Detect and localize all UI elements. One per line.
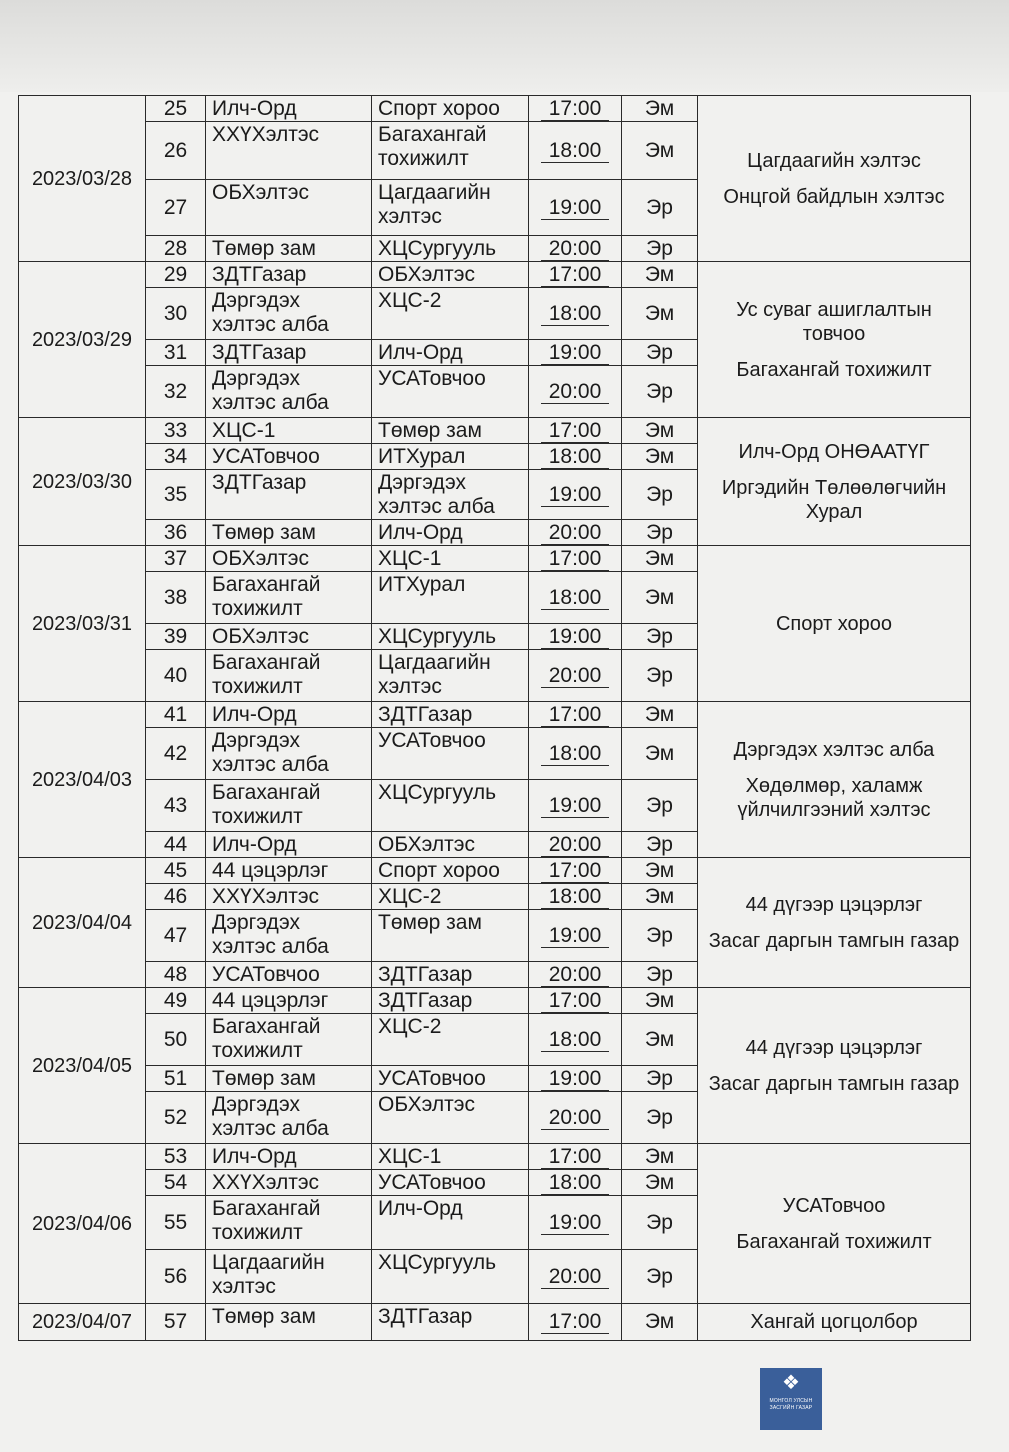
venue-cell	[698, 546, 971, 702]
match-time-cell	[529, 884, 622, 910]
match-time: 20:00	[541, 833, 610, 857]
match-time: 17:00	[541, 419, 610, 443]
match-number: 30	[146, 288, 206, 340]
match-time-cell	[529, 650, 622, 702]
match-time: 19:00	[541, 196, 610, 220]
match-number: 27	[146, 180, 206, 236]
seal-text: МОНГОЛ УЛСЫН ЗАСГИЙН ГАЗАР	[769, 1398, 813, 1411]
team-two: Илч-Орд	[372, 1196, 529, 1250]
match-gender: Эр	[622, 624, 698, 650]
match-gender: Эм	[622, 1144, 698, 1170]
team-one: ОБХэлтэс	[206, 624, 372, 650]
schedule-body	[19, 96, 971, 1341]
match-time: 18:00	[541, 445, 610, 469]
team-one: ХЦС-1	[206, 418, 372, 444]
match-gender: Эм	[622, 546, 698, 572]
match-time: 17:00	[541, 989, 610, 1013]
venue-name: Багахангай тохижилт	[736, 1230, 932, 1253]
team-one: Багахангай тохижилт	[206, 1196, 372, 1250]
match-time: 18:00	[541, 742, 610, 766]
team-one: Дэргэдэх хэлтэс алба	[206, 728, 372, 780]
match-number: 33	[146, 418, 206, 444]
team-two: УСАТовчоо	[372, 1170, 529, 1196]
venue-name: Багахангай тохижилт	[736, 358, 932, 381]
match-time: 20:00	[541, 521, 610, 545]
match-time: 18:00	[541, 885, 610, 909]
team-one: Багахангай тохижилт	[206, 650, 372, 702]
match-time: 17:00	[541, 703, 610, 727]
match-number: 50	[146, 1014, 206, 1066]
match-gender: Эм	[622, 572, 698, 624]
team-two: ХЦСургууль	[372, 624, 529, 650]
team-two: Дэргэдэх хэлтэс алба	[372, 470, 529, 520]
venue-cell	[698, 418, 971, 546]
team-one: Багахангай тохижилт	[206, 1014, 372, 1066]
match-gender: Эр	[622, 832, 698, 858]
match-number: 48	[146, 962, 206, 988]
team-one: Дэргэдэх хэлтэс алба	[206, 910, 372, 962]
page-top-shadow	[0, 0, 1009, 92]
team-one: ОБХэлтэс	[206, 180, 372, 236]
table-row	[19, 546, 971, 572]
match-time-cell	[529, 832, 622, 858]
venue-name: 44 дүгээр цэцэрлэг	[745, 893, 923, 916]
match-gender: Эр	[622, 1196, 698, 1250]
match-time-cell	[529, 546, 622, 572]
team-two: Спорт хороо	[372, 858, 529, 884]
table-row	[19, 96, 971, 122]
soyombo-emblem-icon: ❖	[782, 1372, 800, 1394]
venue-name: 44 дүгээр цэцэрлэг	[745, 1036, 923, 1059]
team-one: Илч-Орд	[206, 96, 372, 122]
match-gender: Эм	[622, 858, 698, 884]
match-number: 56	[146, 1250, 206, 1304]
match-gender: Эм	[622, 702, 698, 728]
match-gender: Эр	[622, 780, 698, 832]
match-gender: Эм	[622, 418, 698, 444]
match-time-cell	[529, 1092, 622, 1144]
team-one: ОБХэлтэс	[206, 546, 372, 572]
team-two: УСАТовчоо	[372, 1066, 529, 1092]
match-time-cell	[529, 288, 622, 340]
venue-name: Спорт хороо	[775, 612, 893, 635]
match-number: 44	[146, 832, 206, 858]
match-time-cell	[529, 1066, 622, 1092]
match-time-cell	[529, 418, 622, 444]
match-number: 38	[146, 572, 206, 624]
match-schedule-table	[18, 95, 971, 1341]
team-one: 44 цэцэрлэг	[206, 858, 372, 884]
match-date: 2023/04/07	[19, 1304, 146, 1341]
match-gender: Эм	[622, 988, 698, 1014]
team-two: ХЦС-2	[372, 884, 529, 910]
match-gender: Эр	[622, 340, 698, 366]
match-number: 52	[146, 1092, 206, 1144]
match-time: 17:00	[541, 1145, 610, 1169]
match-time-cell	[529, 780, 622, 832]
team-one: ЗДТГазар	[206, 262, 372, 288]
match-time: 19:00	[541, 924, 610, 948]
match-time-cell	[529, 910, 622, 962]
team-one: Дэргэдэх хэлтэс алба	[206, 366, 372, 418]
match-time-cell	[529, 728, 622, 780]
match-time: 17:00	[541, 1310, 610, 1334]
match-time: 19:00	[541, 1211, 610, 1235]
match-time: 18:00	[541, 1171, 610, 1195]
venue-cell	[698, 262, 971, 418]
match-date: 2023/04/03	[19, 702, 146, 858]
match-time-cell	[529, 1144, 622, 1170]
venue-cell	[698, 96, 971, 262]
team-two: Илч-Орд	[372, 340, 529, 366]
match-time: 20:00	[541, 380, 610, 404]
match-time-cell	[529, 858, 622, 884]
match-gender: Эм	[622, 444, 698, 470]
match-date: 2023/03/31	[19, 546, 146, 702]
team-two: Төмөр зам	[372, 418, 529, 444]
match-gender: Эр	[622, 180, 698, 236]
match-date: 2023/04/05	[19, 988, 146, 1144]
table-row	[19, 262, 971, 288]
match-number: 57	[146, 1304, 206, 1341]
match-time-cell	[529, 520, 622, 546]
match-number: 31	[146, 340, 206, 366]
team-two: Илч-Орд	[372, 520, 529, 546]
team-two: Цагдаагийн хэлтэс	[372, 650, 529, 702]
match-time-cell	[529, 340, 622, 366]
team-two: ЗДТГазар	[372, 1304, 529, 1341]
match-gender: Эр	[622, 962, 698, 988]
team-two: ОБХэлтэс	[372, 1092, 529, 1144]
table-row	[19, 1304, 971, 1341]
venue-cell	[698, 1144, 971, 1304]
team-one: Төмөр зам	[206, 1304, 372, 1341]
team-one: УСАТовчоо	[206, 962, 372, 988]
team-one: Төмөр зам	[206, 1066, 372, 1092]
team-two: УСАТовчоо	[372, 366, 529, 418]
match-gender: Эр	[622, 236, 698, 262]
team-two: ИТХурал	[372, 444, 529, 470]
team-one: Илч-Орд	[206, 832, 372, 858]
table-row	[19, 858, 971, 884]
match-time-cell	[529, 962, 622, 988]
team-one: Цагдаагийн хэлтэс	[206, 1250, 372, 1304]
match-gender: Эм	[622, 96, 698, 122]
match-time: 20:00	[541, 237, 610, 261]
match-number: 35	[146, 470, 206, 520]
venue-name: Онцгой байдлын хэлтэс	[723, 185, 945, 208]
team-two: ХЦС-1	[372, 1144, 529, 1170]
team-one: Дэргэдэх хэлтэс алба	[206, 288, 372, 340]
team-two: ИТХурал	[372, 572, 529, 624]
match-number: 51	[146, 1066, 206, 1092]
team-two: ОБХэлтэс	[372, 262, 529, 288]
team-one: ХХҮХэлтэс	[206, 122, 372, 180]
match-number: 47	[146, 910, 206, 962]
match-number: 55	[146, 1196, 206, 1250]
team-one: Багахангай тохижилт	[206, 572, 372, 624]
match-number: 54	[146, 1170, 206, 1196]
match-time: 17:00	[541, 97, 610, 121]
team-one: 44 цэцэрлэг	[206, 988, 372, 1014]
match-time: 20:00	[541, 664, 610, 688]
match-number: 25	[146, 96, 206, 122]
match-gender: Эр	[622, 1066, 698, 1092]
venue-cell	[698, 702, 971, 858]
match-time: 19:00	[541, 794, 610, 818]
venue-name: Хөдөлмөр, халамж үйлчилгээний хэлтэс	[737, 774, 931, 821]
match-time-cell	[529, 262, 622, 288]
team-two: УСАТовчоо	[372, 728, 529, 780]
match-gender: Эм	[622, 122, 698, 180]
table-row	[19, 988, 971, 1014]
match-time-cell	[529, 1304, 622, 1341]
match-number: 45	[146, 858, 206, 884]
venue-name: Ус суваг ашиглалтын товчоо	[736, 298, 932, 345]
match-time: 20:00	[541, 1265, 610, 1289]
team-two: ЗДТГазар	[372, 988, 529, 1014]
match-number: 26	[146, 122, 206, 180]
match-time-cell	[529, 702, 622, 728]
match-time-cell	[529, 1250, 622, 1304]
match-gender: Эр	[622, 366, 698, 418]
match-time-cell	[529, 366, 622, 418]
venue-cell	[698, 988, 971, 1144]
match-time: 19:00	[541, 483, 610, 507]
match-time: 19:00	[541, 341, 610, 365]
match-gender: Эр	[622, 470, 698, 520]
venue-cell	[698, 858, 971, 988]
match-number: 40	[146, 650, 206, 702]
team-one: ХХҮХэлтэс	[206, 1170, 372, 1196]
match-gender: Эм	[622, 1170, 698, 1196]
team-one: ЗДТГазар	[206, 470, 372, 520]
team-two: Цагдаагийн хэлтэс	[372, 180, 529, 236]
team-one: Илч-Орд	[206, 702, 372, 728]
match-time-cell	[529, 444, 622, 470]
match-time: 20:00	[541, 963, 610, 987]
team-two: ОБХэлтэс	[372, 832, 529, 858]
match-time: 18:00	[541, 586, 610, 610]
match-gender: Эм	[622, 288, 698, 340]
match-gender: Эр	[622, 520, 698, 546]
team-two: ХЦС-2	[372, 288, 529, 340]
match-number: 39	[146, 624, 206, 650]
match-time-cell	[529, 122, 622, 180]
match-number: 46	[146, 884, 206, 910]
match-time: 17:00	[541, 859, 610, 883]
table-row	[19, 702, 971, 728]
match-gender: Эм	[622, 884, 698, 910]
team-one: ХХҮХэлтэс	[206, 884, 372, 910]
team-two: ХЦСургууль	[372, 1250, 529, 1304]
match-time: 18:00	[541, 1028, 610, 1052]
match-time: 19:00	[541, 625, 610, 649]
table-row	[19, 418, 971, 444]
venue-name: Хангай цогцолбор	[750, 1311, 918, 1333]
team-two: ХЦСургууль	[372, 236, 529, 262]
match-time-cell	[529, 1196, 622, 1250]
match-time-cell	[529, 988, 622, 1014]
match-time: 20:00	[541, 1106, 610, 1130]
match-number: 49	[146, 988, 206, 1014]
match-date: 2023/04/06	[19, 1144, 146, 1304]
match-gender: Эм	[622, 262, 698, 288]
match-date: 2023/03/29	[19, 262, 146, 418]
team-one: Багахангай тохижилт	[206, 780, 372, 832]
team-one: УСАТовчоо	[206, 444, 372, 470]
table-row	[19, 1144, 971, 1170]
venue-cell	[698, 1304, 971, 1341]
match-time-cell	[529, 624, 622, 650]
match-gender: Эр	[622, 1250, 698, 1304]
match-time-cell	[529, 96, 622, 122]
match-number: 43	[146, 780, 206, 832]
match-time-cell	[529, 1014, 622, 1066]
team-two: Төмөр зам	[372, 910, 529, 962]
match-time: 18:00	[541, 302, 610, 326]
team-one: Төмөр зам	[206, 520, 372, 546]
match-number: 29	[146, 262, 206, 288]
venue-name: Цагдаагийн хэлтэс	[747, 149, 921, 172]
match-date: 2023/03/30	[19, 418, 146, 546]
team-one: ЗДТГазар	[206, 340, 372, 366]
team-one: Төмөр зам	[206, 236, 372, 262]
team-two: ЗДТГазар	[372, 702, 529, 728]
match-gender: Эр	[622, 650, 698, 702]
match-number: 28	[146, 236, 206, 262]
venue-name: Засаг даргын тамгын газар	[708, 1072, 960, 1095]
match-time: 18:00	[541, 139, 610, 163]
match-date: 2023/04/04	[19, 858, 146, 988]
venue-name: Дэргэдэх хэлтэс алба	[733, 738, 935, 761]
match-gender: Эм	[622, 1304, 698, 1341]
match-time: 19:00	[541, 1067, 610, 1091]
match-number: 42	[146, 728, 206, 780]
match-number: 34	[146, 444, 206, 470]
team-two: ХЦС-2	[372, 1014, 529, 1066]
match-time-cell	[529, 572, 622, 624]
team-one: Дэргэдэх хэлтэс алба	[206, 1092, 372, 1144]
match-gender: Эр	[622, 910, 698, 962]
team-two: ХЦСургууль	[372, 780, 529, 832]
venue-name: УСАТовчоо	[782, 1194, 886, 1217]
team-two: ХЦС-1	[372, 546, 529, 572]
venue-name: Иргэдийн Төлөөлөгчийн Хурал	[721, 476, 947, 523]
match-number: 37	[146, 546, 206, 572]
venue-name: Илч-Орд ОНӨААТҮГ	[738, 440, 930, 463]
match-time: 17:00	[541, 547, 610, 571]
team-two: Спорт хороо	[372, 96, 529, 122]
government-seal	[760, 1368, 822, 1430]
match-number: 53	[146, 1144, 206, 1170]
match-date: 2023/03/28	[19, 96, 146, 262]
match-time-cell	[529, 1170, 622, 1196]
match-gender: Эм	[622, 728, 698, 780]
match-time-cell	[529, 470, 622, 520]
team-one: Илч-Орд	[206, 1144, 372, 1170]
match-number: 36	[146, 520, 206, 546]
venue-name: Засаг даргын тамгын газар	[708, 929, 960, 952]
team-two: ЗДТГазар	[372, 962, 529, 988]
match-time-cell	[529, 180, 622, 236]
match-number: 32	[146, 366, 206, 418]
match-gender: Эм	[622, 1014, 698, 1066]
match-time-cell	[529, 236, 622, 262]
match-gender: Эр	[622, 1092, 698, 1144]
team-two: Багахангай тохижилт	[372, 122, 529, 180]
match-time: 17:00	[541, 263, 610, 287]
match-number: 41	[146, 702, 206, 728]
